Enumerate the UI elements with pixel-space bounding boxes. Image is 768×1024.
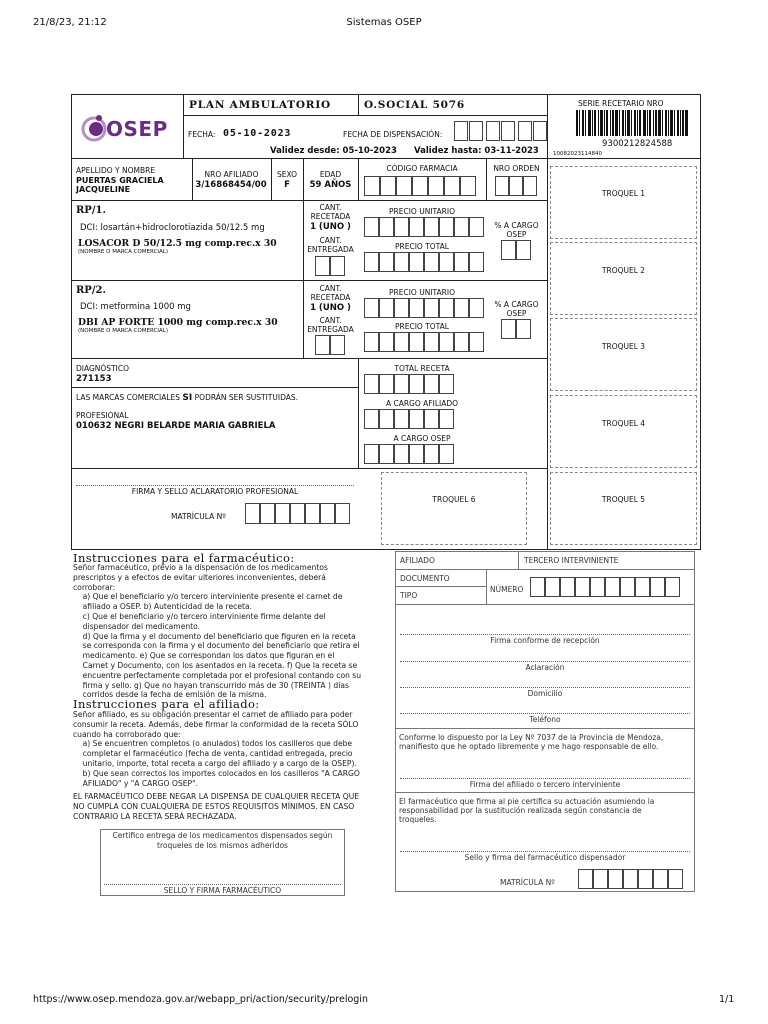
orden-cells[interactable] [495, 176, 537, 196]
warning-text: EL FARMACÉUTICO DEBE NEGAR LA DISPENSA DE CUALQUIER RECETA QUE NO CUMPLA CON CUALQUIERA DE ESTOS REQUISITOS MÍNIMOS. EN CASO CONTRARIO LA RECETA SERÁ RECHAZADA. [73, 792, 360, 821]
osep-logo [80, 112, 180, 144]
matricula-cells[interactable] [245, 503, 350, 524]
farmacia-cells[interactable] [364, 176, 476, 196]
obra-social: O.SOCIAL 5076 [364, 99, 465, 111]
diagnostico-value: 271153 [76, 374, 112, 384]
troquel-3-label: TROQUEL 3 [601, 342, 646, 351]
rp1-cant-recetada-l2: RECETADA [310, 212, 351, 221]
aclaracion-label: Aclaración [525, 663, 565, 672]
farm-instructions-title: Instrucciones para el farmacéutico: [73, 551, 295, 565]
serie-label: SERIE RECETARIO NRO [578, 99, 664, 108]
rp1-entregada-cells[interactable] [315, 256, 345, 276]
domicilio-label: Domicilio [527, 689, 563, 698]
print-url[interactable]: https://www.osep.mendoza.gov.ar/webapp_pri/action/security/prelogin [33, 994, 368, 1005]
marcas-sustitucion: LAS MARCAS COMERCIALES SI PODRÁN SER SUSTITUIDAS. [76, 393, 298, 403]
patient-name-line1: PUERTAS GRACIELA [76, 176, 164, 185]
documento-label: DOCUMENTO [400, 574, 450, 583]
diagnostico-label: DIAGNÓSTICO [76, 364, 130, 373]
firma-profesional-label: FIRMA Y SELLO ACLARATORIO PROFESIONAL [131, 487, 299, 496]
rp1-cant-recetada-l1: CANT. [319, 203, 342, 212]
rp2-cant-entregada-l2: ENTREGADA [307, 325, 354, 334]
rp1-precio-unitario-cells[interactable] [364, 217, 484, 237]
troquel-1-label: TROQUEL 1 [601, 189, 646, 198]
farm-cert-l2: responsabilidad por la sustitución realizada según constancia de [399, 806, 642, 815]
troquel-3 [550, 318, 697, 391]
troquel-2-label: TROQUEL 2 [601, 266, 646, 275]
matricula-label: MATRÍCULA Nº [171, 512, 226, 521]
farm-cert-l3: troqueles. [399, 815, 437, 824]
profesional-value: 010632 NEGRI BELARDE MARIA GABRIELA [76, 421, 276, 431]
troquel-1 [550, 166, 697, 239]
rp2-precio-unitario-cells[interactable] [364, 298, 484, 318]
edad-label: EDAD [319, 170, 342, 179]
certifico-l1: Certifico entrega de los medicamentos dispensados según [112, 831, 333, 840]
rp2-cant-recetada-l1: CANT. [319, 284, 342, 293]
troquel-4 [550, 395, 697, 468]
afil-instructions-text: Señor afiliado, es su obligación presentar el carnet de afiliado para poder consumir la receta. Además, debe firmar la conformidad de la receta SÓLO cuando ha corroborado que: a) Se encuentren completos (o anulados) todos los casilleros que debe completar el farmacéutico (fecha de venta, cantidad entregada, precio unitario, importe, total receta a cargo del afiliado y a cargo de la OSEP). b) Que sean correctos los importes colocados en los casilleros "A CARGO AFILIADO" y "A CARGO OSEP". [73, 710, 360, 788]
rp1-title: RP/1. [76, 205, 106, 216]
rp1-cant-entregada-l2: ENTREGADA [307, 245, 354, 254]
farmacia-label: CÓDIGO FARMACIA [386, 164, 458, 173]
ley-l2: manifiesto que he optado libremente y me hago responsable de ello. [399, 742, 659, 751]
rp2-brand-hint: (NOMBRE O MARCA COMERCIAL) [78, 328, 169, 334]
total-receta-cells[interactable] [364, 374, 454, 394]
telefono-label: Teléfono [529, 715, 561, 724]
barcode [576, 110, 688, 136]
tercero-tab: TERCERO INTERVINIENTE [524, 556, 619, 565]
rp2-cargo-osep-l2: OSEP [506, 309, 527, 318]
numero-label: NÚMERO [490, 585, 524, 594]
right-matricula-cells[interactable] [578, 869, 683, 889]
cargo-afiliado-label: A CARGO AFILIADO [385, 399, 459, 408]
rp1-brand-hint: (NOMBRE O MARCA COMERCIAL) [78, 249, 169, 255]
troquel-2 [550, 242, 697, 315]
rp2-entregada-cells[interactable] [315, 335, 345, 355]
farm-cert-l1: El farmacéutico que firma al pie certifica su actuación asumiendo la [399, 797, 655, 806]
firma-afiliado-label: Firma del afiliado o tercero interviniente [469, 780, 621, 789]
print-page-count: 1/1 [719, 994, 735, 1005]
validez-hasta: Validez hasta: 03-11-2023 [414, 146, 539, 156]
serie-small: 10082023114840 [553, 151, 602, 157]
rp2-cargo-cells[interactable] [501, 319, 531, 339]
afiliado-tab: AFILIADO [400, 556, 435, 565]
validez-desde: Validez desde: 05-10-2023 [270, 146, 397, 156]
troquel-5-label: TROQUEL 5 [601, 495, 646, 504]
troquel-5 [550, 472, 697, 545]
dispensacion-label: FECHA DE DISPENSACIÓN: [343, 130, 443, 139]
rp2-dci: DCI: metformina 1000 mg [80, 302, 191, 312]
firma-conforme-label: Firma conforme de recepción [490, 636, 600, 645]
rp1-cant-entregada-l1: CANT. [319, 236, 342, 245]
rp1-cargo-osep-l1: % A CARGO [494, 221, 539, 230]
dispensacion-date-cells[interactable] [454, 121, 550, 141]
troquel-6 [381, 472, 527, 545]
rp2-precio-total-cells[interactable] [364, 332, 484, 352]
rp1-precio-total-label: PRECIO TOTAL [394, 242, 449, 251]
afiliado-value: 3/16868454/00 [195, 180, 267, 190]
orden-label: NRO ORDEN [493, 164, 540, 173]
print-page-title: Sistemas OSEP [346, 17, 422, 28]
certifico-l2: troqueles de los mismos adheridos [157, 841, 288, 850]
print-datetime: 21/8/23, 21:12 [33, 17, 107, 28]
afiliado-label: NRO AFILIADO [204, 170, 259, 179]
rp2-cant-recetada-l2: RECETADA [310, 293, 351, 302]
tipo-label: TIPO [400, 591, 418, 600]
cargo-osep-label: A CARGO OSEP [393, 434, 451, 443]
rp2-precio-total-label: PRECIO TOTAL [394, 322, 449, 331]
rp2-cargo-osep-l1: % A CARGO [494, 300, 539, 309]
cargo-afiliado-cells[interactable] [364, 409, 454, 429]
sello-farmaceutico-label: SELLO Y FIRMA FARMACÉUTICO [163, 886, 282, 895]
documento-number-cells[interactable] [530, 577, 680, 597]
profesional-label: PROFESIONAL [76, 411, 129, 420]
logo-text: OSEP [106, 117, 168, 141]
fecha-value: 05-10-2023 [223, 128, 292, 139]
fecha-label: FECHA: [188, 130, 216, 139]
rp1-brand: LOSACOR D 50/12.5 mg comp.rec.x 30 [78, 238, 277, 249]
afil-instructions-title: Instrucciones para el afiliado: [73, 697, 260, 711]
patient-name-line2: JACQUELINE [76, 185, 131, 194]
ley-l1: Conforme lo dispuesto por la Ley Nº 7037 de la Provincia de Mendoza, [399, 733, 664, 742]
edad-value: 59 AÑOS [309, 180, 352, 190]
troquel-4-label: TROQUEL 4 [601, 419, 646, 428]
farm-instructions-text: Señor farmacéutico, previo a la dispensación de los medicamentos prescriptos y a efectos de evitar ulteriores inconvenientes, deberá corroborar: a) Que el beneficiario y/o tercero interviniente presente el carnet de afiliado a OSEP. b) Autenticidad de la receta. c) Que el beneficiario y/o tercero interviniente firme delante del dispensador del medicamento. d) Que la firma y el documento del beneficiario que figuren en la receta se corresponda con la firma y el documento del beneficiario que retira el medicamento. e) Que se correspondan los datos que figuran en el Carnet y Documento, con los asentados en la receta. f) Que la receta se encuentre perfectamente completada por el profesional contando con su firma y sello. g) Que no hayan transcurrido más de 30 (TREINTA ) días corridos desde la fecha de emisión de la misma. [73, 563, 362, 700]
rp1-precio-unitario-label: PRECIO UNITARIO [389, 207, 455, 216]
rp2-cant-value: 1 (UNO ) [310, 303, 351, 313]
troquel-6-label: TROQUEL 6 [432, 495, 476, 504]
sexo-value: F [284, 180, 290, 190]
name-label: APELLIDO Y NOMBRE [76, 166, 156, 175]
rp2-title: RP/2. [76, 285, 106, 296]
sello-dispensador-label: Sello y firma del farmacéutico dispensador [464, 853, 626, 862]
plan-title: PLAN AMBULATORIO [189, 99, 331, 111]
total-receta-label: TOTAL RECETA [394, 364, 450, 373]
rp1-cargo-cells[interactable] [501, 240, 531, 260]
rp2-brand: DBI AP FORTE 1000 mg comp.rec.x 30 [78, 317, 278, 328]
rp2-precio-unitario-label: PRECIO UNITARIO [389, 288, 455, 297]
rp1-dci: DCI: losartán+hidroclorotiazida 50/12.5 mg [80, 223, 265, 233]
rp1-precio-total-cells[interactable] [364, 252, 484, 272]
serie-number: 9300212824588 [602, 139, 673, 149]
sexo-label: SEXO [276, 170, 298, 179]
rp1-cant-value: 1 (UNO ) [310, 222, 351, 232]
right-matricula-label: MATRÍCULA Nº [500, 878, 555, 887]
cargo-osep-cells[interactable] [364, 444, 454, 464]
rp1-cargo-osep-l2: OSEP [506, 230, 527, 239]
rp2-cant-entregada-l1: CANT. [319, 316, 342, 325]
